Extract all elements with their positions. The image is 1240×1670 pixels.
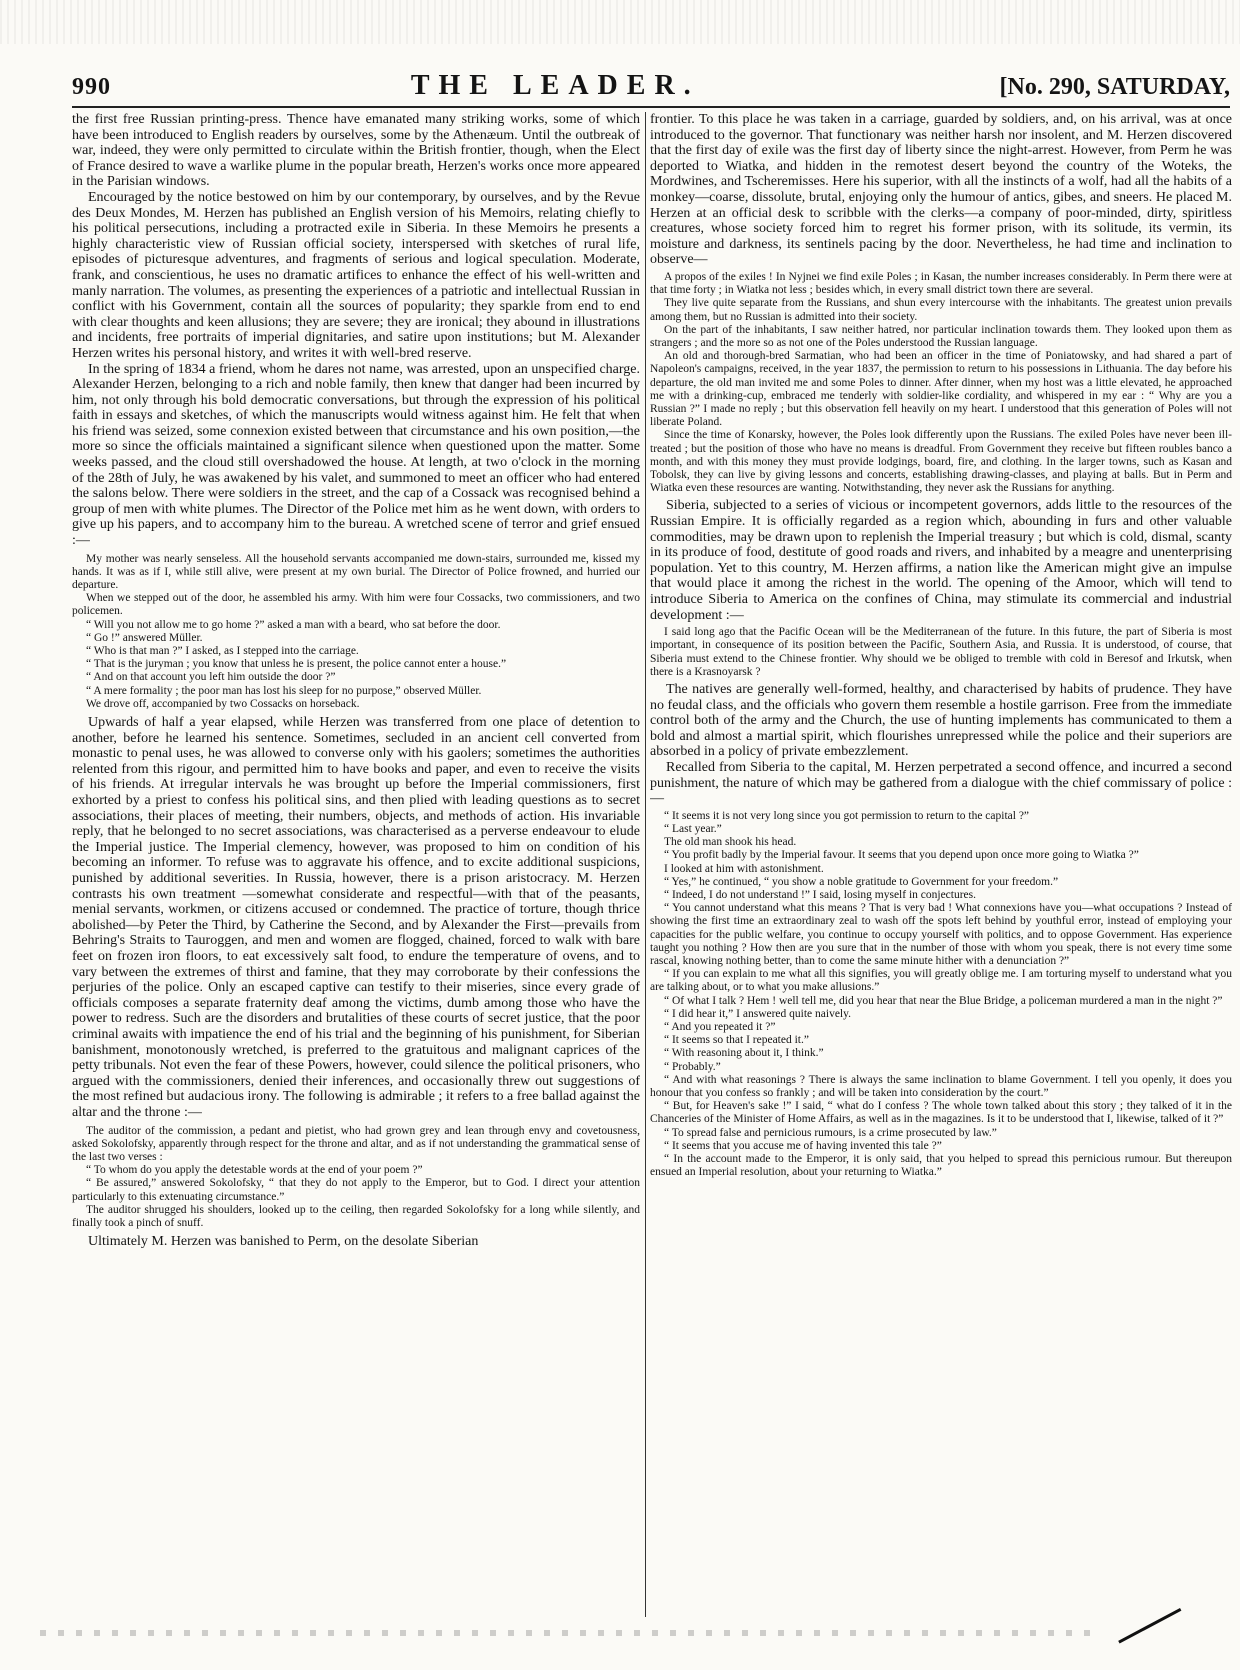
paragraph: The natives are generally well-formed, healthy, and characterised by habits of prudence. They have no feudal class, and the officials who govern them resemble a hostile garrison. Free from the immediate control both of the army and the Church, the use of hunting implements has communicated to them a bold and almost a martial spirit, which flourishes unrepressed while the police and their superiors are absorbed in a policy of private embezzlement. bbox=[650, 681, 1232, 760]
quoted-paragraph: “ I did hear it,” I answered quite naively. bbox=[664, 1007, 852, 1020]
page-corner-mark bbox=[1118, 1608, 1195, 1670]
quoted-paragraph: “ Go !” answered Müller. bbox=[86, 631, 203, 644]
quoted-paragraph: My mother was nearly senseless. All the household servants accompanied me down-stairs, surrounded me, kissed my hands. It was as if I, while still alive, were present at my own burial. The Director of Police frowned, and hurried our departure. bbox=[72, 552, 640, 592]
quoted-paragraph: On the part of the inhabitants, I saw neither hatred, nor particular inclination towards them. They looked upon them as strangers ; and the more so as not one of the Poles understood the Russian language. bbox=[650, 323, 1232, 349]
issue-label: [No. 290, SATURDAY, bbox=[999, 74, 1230, 100]
quoted-paragraph: “ It seems that you accuse me of having invented this tale ?” bbox=[664, 1139, 942, 1152]
quoted-paragraph: “ And on that account you left him outside the door ?” bbox=[86, 671, 336, 684]
quoted-paragraph: A propos of the exiles ! In Nyjnei we find exile Poles ; in Kasan, the number increases considerably. In Perm there were at that time forty ; in Wiatka not less ; besides which, in every small district town there are several. bbox=[650, 270, 1232, 297]
quoted-paragraph: “ To spread false and pernicious rumours, is a crime prosecuted by law.” bbox=[664, 1126, 997, 1139]
quoted-paragraph: I said long ago that the Pacific Ocean will be the Mediterranean of the future. In this future, the part of Siberia is most important, in consequence of its position between the Pacific, Southern Asia, and Russia. It is understood, of course, that Siberia must extend to the Chinese frontier. Why should we be obliged to tremble with cold in Beresof and Irkutsk, when there is a Krasnoyarsk ? bbox=[650, 626, 1232, 678]
scan-noise-top bbox=[0, 0, 1240, 44]
quoted-paragraph: The old man shook his head. bbox=[664, 836, 797, 849]
quoted-paragraph: “ You profit badly by the Imperial favour. It seems that you depend upon once more going to Wiatka ?” bbox=[664, 849, 1139, 862]
quoted-paragraph: An old and thorough-bred Sarmatian, who had been an officer in the time of Poniatowsky, and had shared a part of Napoleon's campaigns, received, in the year 1837, the permission to return to his possessions in Lithuania. The day before his departure, the old man invited me and some Poles to dinner. After dinner, when my host was a little elevated, he approached me with a drinking-cup, embraced me tenderly with soldier-like cordiality, and whispered in my ear : “ Why are you a Russian ?” I made no reply ; but this observation fell heavily on my heart. I understood that this generation of Poles will not liberate Poland. bbox=[650, 350, 1232, 429]
quoted-paragraph: “ Indeed, I do not understand !” I said, losing myself in conjectures. bbox=[664, 888, 977, 901]
paragraph: In the spring of 1834 a friend, whom he dares not name, was arrested, upon an unspecified charge. Alexander Herzen, belonging to a rich and noble family, then knew that danger had been incurred by him, not only through his bold democratic conversations, but through the expression of his political faith in essays and sketches, of which the manuscripts would witness against him. He felt that when his friend was seized, some connexion existed between that circumstance and his own position,—the more so since the officials maintained a significant silence when questioned upon the matter. Some weeks passed, and the cloud still overshadowed the house. At length, at two o'clock in the morning of the 28th of July, he was awakened by his valet, and summoned to meet an officer who had entered the salons below. There were soldiers in the street, and the cap of a Cossack was recognised behind a group of men with white plumes. The Director of the Police met him as he went down, with orders to give up his papers, and to accompany him to the bureau. A wretched scene of terror and grief ensued :— bbox=[72, 361, 640, 549]
quoted-paragraph: “ Who is that man ?” I asked, as I stepped into the carriage. bbox=[86, 645, 359, 658]
quoted-paragraph: We drove off, accompanied by two Cossacks on horseback. bbox=[86, 697, 360, 710]
right-column bbox=[650, 112, 1232, 1617]
quoted-paragraph: “ You cannot understand what this means ? That is very bad ! What connexions have you—what occupations ? Instead of showing the first time an extraordinary zeal to wash off the spots left behind by youthful error, instead of employing your capacities for the public welfare, you continue to occupy yourself with politics, and to oppose Government. Has experience taught you nothing ? How then are you sure that in the number of those with whom you speak, there is not every time some rascal, knowing nothing better, than to come the same minute hither with a denunciation ?” bbox=[650, 902, 1232, 967]
paragraph: Upwards of half a year elapsed, while Herzen was transferred from one place of detention to another, before he learned his sentence. Sometimes, secluded in an ancient cell converted from monastic to penal uses, he was allowed to converse only with his gaolers; sometimes the authorities relented from this rigour, and permitted him to have books and paper, and even to receive the visits of his friends. At irregular intervals he was brought up before the Imperial commissioners, first exhorted by a priest to confess his political sins, and then plied with leading questions as to secret associations, their places of meeting, their numbers, objects, and methods of action. His invariable reply, that he belonged to no secret associations, was characterised as a perverse endeavour to elude the Imperial justice. The Imperial clemency, however, was proposed to him on condition of his becoming an informer. To refuse was to aggravate his offence, and to excite additional suspicions, punished by additional severities. In Russia, however, there is a prison aristocracy. M. Herzen contrasts his own treatment —somewhat considerate and respectful—with that of the peasants, menial servants, workmen, or citizens accused or condemned. The practice of torture, though thrice abolished—by Peter the Third, by Catherine the Second, and by Alexander the First—prevails from Behring's Straits to Tauroggen, and men and women are flogged, chained, forced to walk with bare feet on frozen iron floors, to eat excessively salt food, to endure the temperature of ovens, and to vary between the extremes of thirst and famine, that they may corroborate by their confessions the perjuries of the police. Only an escaped captive can testify to their miseries, since every grade of officials composes a separate fraternity deaf among the victims, dumb among those who have the power to redress. Such are the disorders and brutalities of these courts of secret justice, that the poor criminal awaits with impatience the end of his trial and the beginning of his punishment, for Siberian banishment, monotonously wretched, is preferred to the gratuitous and malignant caprices of the petty tribunals. Not even the fear of these Powers, however, could silence the political prisoners, who argued with the commissioners, denied their inferences, and occasionally threw out suggestions of the most refined but audacious irony. The following is admirable ; it refers to a free ballad against the altar and the throne :— bbox=[72, 715, 640, 1120]
paragraph: frontier. To this place he was taken in a carriage, guarded by soldiers, and, on his arrival, was at once introduced to the governor. That functionary was neither harsh nor insolent, and M. Herzen discovered that the first day of exile was the first day of liberty since the night-arrest. However, from Perm he was deported to Wiatka, and hidden in the remotest desert beyond the country of the Woteks, the Mordwines, and Tscheremisses. Here his superior, with all the instincts of a wolf, had all the habits of a monkey—coarse, dissolute, brutal, enjoying only the humour of antics, gibes, and sneers. He placed M. Herzen at an official desk to scribble with the clerks—a company of poor-minded, dirty, spiritless creatures, whose society forced him to regret his former prison, with its solitude, its vermin, its moisture and darkness, its sentinels pacing by the door. Nevertheless, he had time and inclination to observe— bbox=[650, 112, 1232, 268]
masthead bbox=[72, 70, 1230, 104]
quoted-paragraph: “ Will you not allow me to go home ?” asked a man with a beard, who sat before the door. bbox=[86, 618, 501, 631]
quoted-paragraph: “ That is the juryman ; you know that unless he is present, the police cannot enter a house.” bbox=[86, 658, 507, 671]
quoted-paragraph: “ It seems so that I repeated it.” bbox=[664, 1034, 809, 1047]
quoted-paragraph: The auditor shrugged his shoulders, looked up to the ceiling, then regarded Sokolofsky for a long while silently, and finally took a pinch of snuff. bbox=[72, 1203, 640, 1229]
quoted-paragraph: “ In the account made to the Emperor, it is only said, that you helped to spread this pernicious rumour. But thereupon ensued an Imperial resolution, about your returning to Wiatka.” bbox=[650, 1152, 1232, 1179]
column-divider bbox=[645, 112, 646, 1617]
quoted-paragraph: “ And with what reasonings ? There is always the same inclination to blame Government. I tell you openly, it does you honour that you confess so frankly ; and will be taken into consideration by the court.” bbox=[650, 1073, 1232, 1099]
quoted-paragraph: When we stepped out of the door, he assembled his army. With him were four Cossacks, two commissioners, and two policemen. bbox=[72, 592, 640, 618]
quoted-paragraph: “ If you can explain to me what all this signifies, you will greatly oblige me. I am torturing myself to understand what you are talking about, or to what you make allusions.” bbox=[650, 968, 1232, 994]
quoted-paragraph: “ Yes,” he continued, “ you show a noble gratitude to Government for your freedom.” bbox=[664, 875, 1059, 888]
paragraph: the first free Russian printing-press. Thence have emanated many striking works, some of which have been introduced to English readers by ourselves, some by the Athenæum. Until the outbreak of war, indeed, they were only permitted to circulate within the British frontier, though, when the Elect of France desired to wave a warlike plume in the popular breath, Herzen's works once more appeared in the Parisian windows. bbox=[72, 112, 640, 190]
left-column bbox=[72, 112, 640, 1617]
quoted-paragraph: “ Last year.” bbox=[664, 822, 722, 835]
quoted-paragraph: “ Probably.” bbox=[664, 1060, 721, 1073]
quoted-paragraph: “ To whom do you apply the detestable words at the end of your poem ?” bbox=[86, 1164, 423, 1177]
quoted-paragraph: “ Be assured,” answered Sokolofsky, “ that they do not apply to the Emperor, but to God. I direct your attention particularly to this extenuating circumstance.” bbox=[72, 1177, 640, 1203]
quoted-paragraph: “ And you repeated it ?” bbox=[664, 1020, 776, 1033]
quoted-paragraph: “ It seems it is not very long since you got permission to return to the capital ?” bbox=[664, 809, 1030, 822]
quoted-paragraph: “ Of what I talk ? Hem ! well tell me, did you hear that near the Blue Bridge, a policeman murdered a man in the night ?” bbox=[664, 994, 1223, 1007]
paragraph: Ultimately M. Herzen was banished to Perm, on the desolate Siberian bbox=[88, 1234, 479, 1250]
quoted-paragraph: “ With reasoning about it, I think.” bbox=[664, 1047, 824, 1060]
quoted-paragraph: The auditor of the commission, a pedant and pietist, who had grown grey and lean through envy and covetousness, asked Sokolofsky, apparently through respect for the throne and altar, and as if not understanding the grammatical sense of the last two verses : bbox=[72, 1124, 640, 1163]
quoted-paragraph: I looked at him with astonishment. bbox=[664, 862, 824, 875]
paragraph: Siberia, subjected to a series of vicious or incompetent governors, adds little to the resources of the Russian Empire. It is officially regarded as a region which, abounding in furs and other valuable commodities, may be drawn upon to replenish the Imperial treasury ; but which is cold, dismal, scanty in its produce of food, destitute of good roads and rivers, and inhabited by a meagre and unenterprising population. Yet to this country, M. Herzen affirms, a nation like the American might give an impulse that would place it among the richest in the world. The opening of the Amoor, which will tend to introduce Siberia to America on the confines of China, may stimulate its commercial and industrial development :— bbox=[650, 498, 1232, 623]
header-rule bbox=[72, 106, 1230, 108]
page-number: 990 bbox=[72, 74, 111, 100]
paragraph: Recalled from Siberia to the capital, M. Herzen perpetrated a second offence, and incurred a second punishment, the nature of which may be gathered from a dialogue with the chief commissary of police :— bbox=[650, 759, 1232, 807]
quoted-paragraph: Since the time of Konarsky, however, the Poles look differently upon the Russians. The exiled Poles have never been ill-treated ; but the position of those who have no means is dreadful. From Government they receive but fifteen roubles banco a month, and with this money they must provide lodgings, board, fire, and clothing. In the larger towns, such as Kasan and Tobolsk, they can live by giving lessons and concerts, establishing drawing-classes, and playing at balls. But in Perm and Wiatka even these resources are wanting. Notwithstanding, they never ask the Russians for anything. bbox=[650, 429, 1232, 495]
scan-noise-bottom bbox=[40, 1630, 1090, 1636]
quoted-paragraph: “ But, for Heaven's sake !” I said, “ what do I confess ? The whole town talked about this story ; they talked of it in the Chanceries of the Minister of Home Affairs, as well as in the magazines. Is it to be understood that I, likewise, talked of it ?” bbox=[650, 1100, 1232, 1126]
newspaper-title: THE LEADER. bbox=[410, 70, 700, 101]
quoted-paragraph: “ A mere formality ; the poor man has lost his sleep for no purpose,” observed Müller. bbox=[86, 684, 482, 697]
quoted-paragraph: They live quite separate from the Russians, and shun every intercourse with the inhabitants. The greatest union prevails among them, but no Russian is admitted into their society. bbox=[650, 297, 1232, 323]
paragraph: Encouraged by the notice bestowed on him by our contemporary, by ourselves, and by the Revue des Deux Mondes, M. Herzen has published an English version of his Memoirs, relating chiefly to his political persecutions, including a protracted exile in Siberia. In these Memoirs he presents a highly characteristic view of Russian official society, interspersed with sketches of rural life, episodes of picturesque adventures, and fragments of serious and logical speculation. Moderate, frank, and conscientious, he uses no dramatic artifices to enhance the effect of his well-written and manly narration. The volumes, as presenting the experiences of a patriotic and intellectual Russian in conflict with his Government, contain all the sources of popularity; they sparkle from end to end with clear thoughts and keen allusions; they are severe; they are ironical; they abound in illustrations and incidents, free portraits of imperial dignitaries, and satire upon institutions; but M. Alexander Herzen writes his personal history, and writes it with well-bred reserve. bbox=[72, 189, 640, 361]
